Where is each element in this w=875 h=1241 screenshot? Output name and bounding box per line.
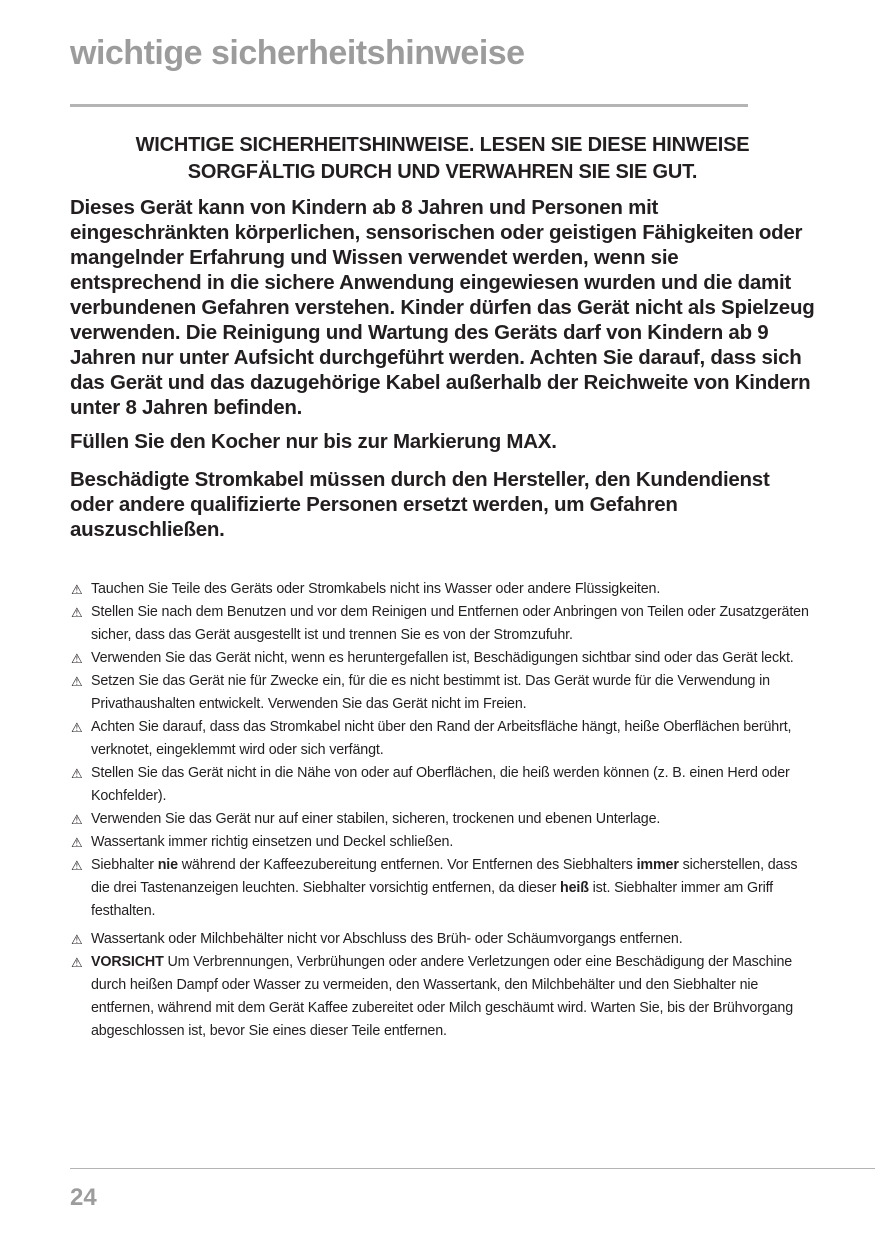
warning-triangle-icon: ⚠ — [71, 605, 83, 620]
warning-triangle-icon: ⚠ — [71, 835, 83, 850]
warning-item — [70, 716, 815, 762]
headline-line-2: SORGFÄLTIG DURCH UND VERWAHREN SIE SIE GUT. — [187, 161, 698, 183]
warning-triangle-icon: ⚠ — [71, 955, 83, 970]
emphasis-always: immer — [636, 857, 679, 873]
warning-item — [70, 854, 815, 923]
warning-text-part: Um Verbrennungen, Verbrühungen oder andere Verletzungen oder eine Beschädigung der Maschine durch heißen Dampf oder Wasser zu vermeiden, den Wassertank, den Milchbehälter und den Siebhalter nie entfernen, während mit dem Gerät Kaffee zubereitet oder Milch geschäumt wird. Warten Sie, bis der Brühvorgang abgeschlossen ist, bevor Sie eines dieser Teile entfernen. — [91, 954, 794, 1039]
warning-text: Verwenden Sie das Gerät nicht, wenn es heruntergefallen ist, Beschädigungen sichtbar sind oder das Gerät leckt. — [91, 650, 794, 666]
warning-text: Setzen Sie das Gerät nie für Zwecke ein, für die es nicht bestimmt ist. Das Gerät wurde für die Verwendung in Privathaushalten entwickelt. Verwenden Sie das Gerät nicht im Freien. — [91, 673, 770, 712]
children-usage-paragraph: Dieses Gerät kann von Kindern ab 8 Jahren und Personen mit eingeschränkten körperlichen, sensorischen oder geistigen Fähigkeiten oder mangelnder Erfahrung und Wissen verwendet werden, wenn sie entsprechend in die sichere Anwendung eingewiesen wurden und die damit verbundenen Gefahren verstehen. Kinder dürfen das Gerät nicht als Spielzeug verwenden. Die Reinigung und Wartung des Geräts darf von Kindern ab 9 Jahren nur unter Aufsicht durchgeführt werden. Achten Sie darauf, dass sich das Gerät und das dazugehörige Kabel außerhalb der Reichweite von Kindern unter 8 Jahren befinden. — [70, 196, 815, 419]
warning-item — [70, 928, 815, 951]
warning-item — [70, 601, 815, 647]
emphasis-never: nie — [157, 857, 178, 873]
warning-triangle-icon: ⚠ — [71, 858, 83, 873]
warning-triangle-icon: ⚠ — [71, 720, 83, 735]
warning-text-part: ist. Siebhalter immer am Griff festhalten. — [91, 880, 773, 919]
warning-list — [70, 578, 815, 1043]
warning-text: Stellen Sie das Gerät nicht in die Nähe von oder auf Oberflächen, die heiß werden können (z. B. einen Herd oder Kochfelder). — [91, 765, 790, 804]
warning-text: Wassertank oder Milchbehälter nicht vor Abschluss des Brüh- oder Schäumvorgangs entfernen. — [91, 931, 683, 947]
warning-text: Stellen Sie nach dem Benutzen und vor dem Reinigen und Entfernen oder Anbringen von Teilen oder Zusatzgeräten sicher, dass das Gerät ausgestellt ist und trennen Sie es von der Stromzufuhr. — [91, 604, 809, 643]
warning-item — [70, 578, 815, 601]
warning-item — [70, 762, 815, 808]
title-divider — [70, 104, 748, 107]
headline-line-1: WICHTIGE SICHERHEITSHINWEISE. LESEN SIE DIESE HINWEISE — [135, 134, 750, 156]
emphasis-caution: VORSICHT — [91, 954, 164, 970]
warning-text: Wassertank immer richtig einsetzen und Deckel schließen. — [91, 834, 454, 850]
page-number: 24 — [70, 1184, 97, 1211]
warning-item — [70, 951, 815, 1043]
warning-text-part: sicherstellen, dass die drei Tastenanzeigen leuchten. Siebhalter vorsichtig entfernen, da dieser — [91, 857, 798, 896]
warning-triangle-icon: ⚠ — [71, 651, 83, 666]
warning-triangle-icon: ⚠ — [71, 582, 83, 597]
warning-triangle-icon: ⚠ — [71, 812, 83, 827]
warning-triangle-icon: ⚠ — [71, 674, 83, 689]
warning-text: Verwenden Sie das Gerät nur auf einer stabilen, sicheren, trockenen und ebenen Unterlage. — [91, 811, 661, 827]
warning-text-part: während der Kaffeezubereitung entfernen. Vor Entfernen des Siebhalters — [177, 857, 637, 873]
warning-triangle-icon: ⚠ — [71, 766, 83, 781]
warning-text-part: Siebhalter — [91, 857, 158, 873]
page-title: wichtige sicherheitshinweise — [70, 34, 525, 72]
warning-item — [70, 647, 815, 670]
warning-text: Achten Sie darauf, dass das Stromkabel nicht über den Rand der Arbeitsfläche hängt, heiße Oberflächen berührt, verknotet, eingeklemmt wird oder sich verfängt. — [91, 719, 792, 758]
safety-headline — [70, 132, 815, 186]
warning-text: Tauchen Sie Teile des Geräts oder Stromkabels nicht ins Wasser oder andere Flüssigkeiten. — [91, 581, 661, 597]
damaged-cable-paragraph: Beschädigte Stromkabel müssen durch den Hersteller, den Kundendienst oder andere qualifizierte Personen ersetzt werden, um Gefahren auszuschließen. — [70, 468, 770, 541]
warning-triangle-icon: ⚠ — [71, 932, 83, 947]
emphasis-hot: heiß — [560, 880, 589, 896]
warning-item — [70, 831, 815, 854]
footer-divider — [70, 1168, 875, 1169]
warning-item — [70, 808, 815, 831]
max-fill-paragraph: Füllen Sie den Kocher nur bis zur Markierung MAX. — [70, 430, 557, 453]
warning-item — [70, 670, 815, 716]
